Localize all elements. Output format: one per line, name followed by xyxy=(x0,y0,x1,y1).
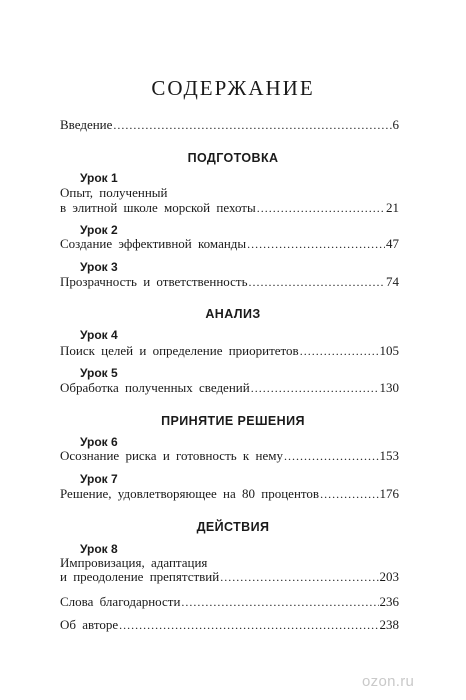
toc-entry-lesson-6 xyxy=(60,448,399,464)
toc-entry-lesson-2 xyxy=(60,236,399,252)
toc-entry-page: 6 xyxy=(392,117,399,132)
toc-entry-title: Обработка полученных сведений xyxy=(60,380,250,395)
dot-leader xyxy=(257,201,385,216)
section-heading: ДЕЙСТВИЯ xyxy=(196,520,270,534)
dot-leader xyxy=(113,118,391,133)
toc-entry-page: 153 xyxy=(379,448,399,463)
toc-entry-lesson-1 xyxy=(60,200,399,216)
dot-leader xyxy=(251,381,379,396)
dot-leader xyxy=(119,618,378,633)
toc-entry-page: 130 xyxy=(379,380,399,395)
toc-entry-page: 238 xyxy=(379,617,399,632)
toc-entry-title: Поиск целей и определение приоритетов xyxy=(60,343,299,358)
toc-entry-title: Осознание риска и готовность к нему xyxy=(60,448,283,463)
toc-entry-title: Введение xyxy=(60,117,113,132)
lesson-label: Урок 5 xyxy=(80,366,118,380)
toc-entry-page: 21 xyxy=(386,200,399,215)
toc-entry-page: 176 xyxy=(379,486,399,501)
watermark: ozon.ru xyxy=(362,673,415,690)
lesson-label: Урок 6 xyxy=(80,435,118,449)
toc-entry-page: 203 xyxy=(379,569,399,584)
dot-leader xyxy=(247,237,385,252)
toc-entry-page: 47 xyxy=(386,236,399,251)
toc-entry-lesson-5 xyxy=(60,380,399,396)
dot-leader xyxy=(249,275,385,290)
toc-entry-title: Прозрачность и ответственность xyxy=(60,274,248,289)
toc-entry-page: 236 xyxy=(379,594,399,609)
toc-entry-page: 105 xyxy=(379,343,399,358)
toc-entry-title: в элитной школе морской пехоты xyxy=(60,200,256,215)
toc-entry-page: 74 xyxy=(386,274,399,289)
section-heading: ПОДГОТОВКА xyxy=(187,151,279,165)
toc-entry-intro xyxy=(60,117,399,133)
dot-leader xyxy=(181,595,378,610)
toc-entry-title: Решение, удовлетворяющее на 80 процентов xyxy=(60,486,320,501)
toc-entry-lesson-4 xyxy=(60,343,399,359)
toc-entry-title: и преодоление препятствий xyxy=(60,569,220,584)
toc-entry-title-line: Опыт, полученный xyxy=(60,185,168,200)
toc-entry-lesson-3 xyxy=(60,274,399,290)
toc-entry-about-author xyxy=(60,617,399,633)
dot-leader xyxy=(300,344,379,359)
lesson-label: Урок 1 xyxy=(80,171,118,185)
section-heading: ПРИНЯТИЕ РЕШЕНИЯ xyxy=(161,414,305,428)
dot-leader xyxy=(284,449,379,464)
lesson-label: Урок 8 xyxy=(80,542,118,556)
toc-entry-title-line: Импровизация, адаптация xyxy=(60,555,208,570)
lesson-label: Урок 7 xyxy=(80,472,118,486)
section-heading: АНАЛИЗ xyxy=(205,307,261,321)
page-title: СОДЕРЖАНИЕ xyxy=(151,76,315,100)
dot-leader xyxy=(320,487,378,502)
toc-entry-lesson-8 xyxy=(60,569,399,585)
toc-entry-title: Создание эффективной команды xyxy=(60,236,247,251)
toc-entry-acknowledgements xyxy=(60,594,399,610)
dot-leader xyxy=(220,570,378,585)
lesson-label: Урок 3 xyxy=(80,260,118,274)
toc-entry-title: Слова благодарности xyxy=(60,594,181,609)
lesson-label: Урок 2 xyxy=(80,223,118,237)
lesson-label: Урок 4 xyxy=(80,328,118,342)
toc-entry-lesson-7 xyxy=(60,486,399,502)
toc-entry-title: Об авторе xyxy=(60,617,119,632)
